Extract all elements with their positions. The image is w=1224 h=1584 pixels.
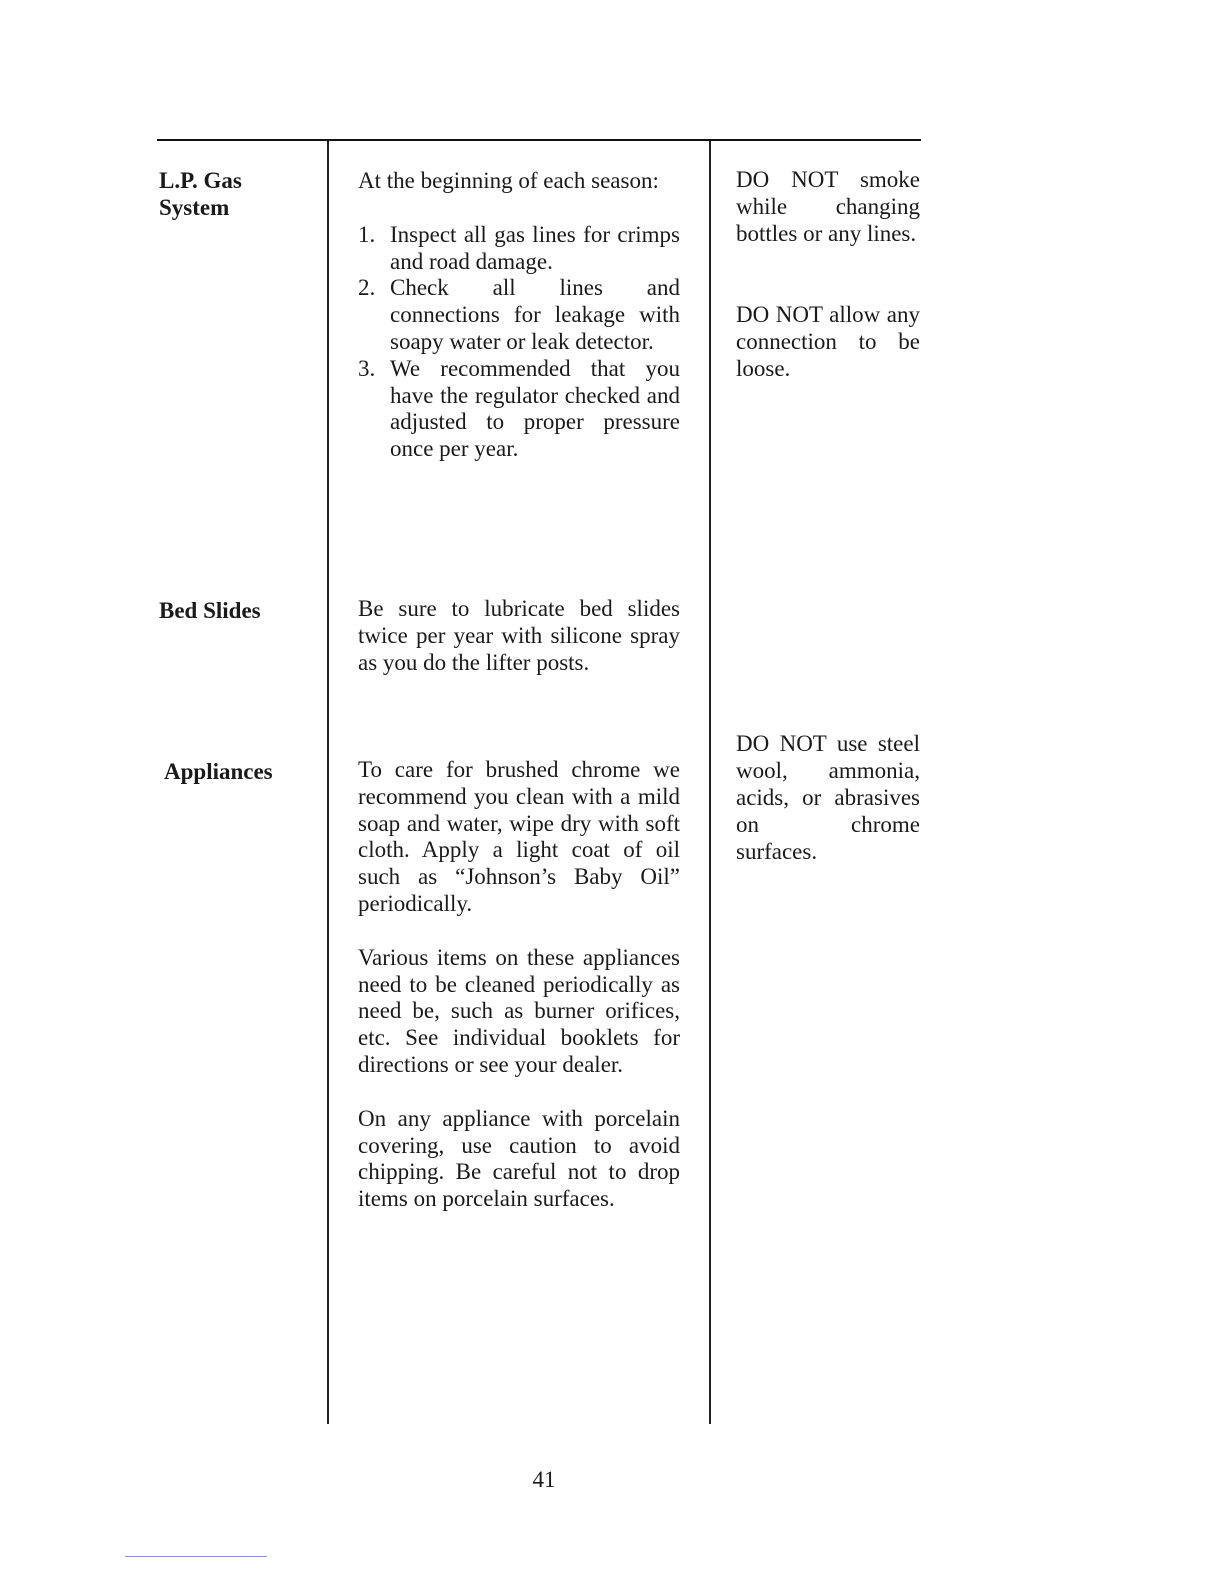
bed-slides-text: Be sure to lubricate bed slides twice per year with silicone spray as you do the lifter posts. xyxy=(358,596,680,675)
lp-gas-heading-line1: L.P. Gas xyxy=(159,168,242,193)
table-top-rule xyxy=(157,139,921,141)
lp-gas-body xyxy=(358,168,680,463)
lp-gas-intro: At the beginning of each season: xyxy=(358,168,659,193)
list-item xyxy=(358,356,680,463)
appliances-body xyxy=(358,757,680,1213)
step-number: 3. xyxy=(358,355,376,381)
step-text: We recommended that you have the regulator checked and adjusted to proper pressure once per year. xyxy=(390,355,680,462)
footer-line xyxy=(125,1556,267,1557)
appliances-warning-text: DO NOT use steel wool, ammonia, acids, or abrasives on chrome surfaces. xyxy=(736,731,920,864)
appliances-cleaning: Various items on these appliances need to be cleaned periodically as need be, such as burner orifices, etc. See individual booklets for directions or see your dealer. xyxy=(358,944,680,1077)
appliances-heading: Appliances xyxy=(164,759,273,784)
appliances-warning xyxy=(736,730,920,865)
step-text: Check all lines and connections for leakage with soapy water or leak detector. xyxy=(390,275,680,354)
lp-gas-warnings xyxy=(736,166,920,382)
step-text: Inspect all gas lines for crimps and road damage. xyxy=(390,221,680,274)
lp-gas-heading xyxy=(159,167,242,221)
lp-gas-warning-smoke: DO NOT smoke while changing bottles or any lines. xyxy=(736,167,920,246)
step-number: 1. xyxy=(358,221,376,247)
step-number: 2. xyxy=(358,275,376,301)
column-divider-right xyxy=(709,141,711,1424)
lp-gas-warning-loose: DO NOT allow any connection to be loose. xyxy=(736,302,920,381)
list-item xyxy=(358,222,680,276)
appliances-chrome-care: To care for brushed chrome we recommend you clean with a mild soap and water, wipe dry with soft cloth. Apply a light coat of oil such as “Johnson’s Baby Oil” periodically. xyxy=(358,757,680,916)
column-divider-left xyxy=(327,141,329,1424)
bed-slides-body xyxy=(358,596,680,676)
page-number: 41 xyxy=(532,1467,556,1492)
appliances-porcelain: On any appliance with porcelain covering, use caution to avoid chipping. Be careful not to drop items on porcelain surfaces. xyxy=(358,1105,680,1212)
list-item xyxy=(358,275,680,355)
bed-slides-heading: Bed Slides xyxy=(159,598,261,623)
lp-gas-steps xyxy=(358,222,680,463)
lp-gas-heading-line2: System xyxy=(159,195,230,220)
